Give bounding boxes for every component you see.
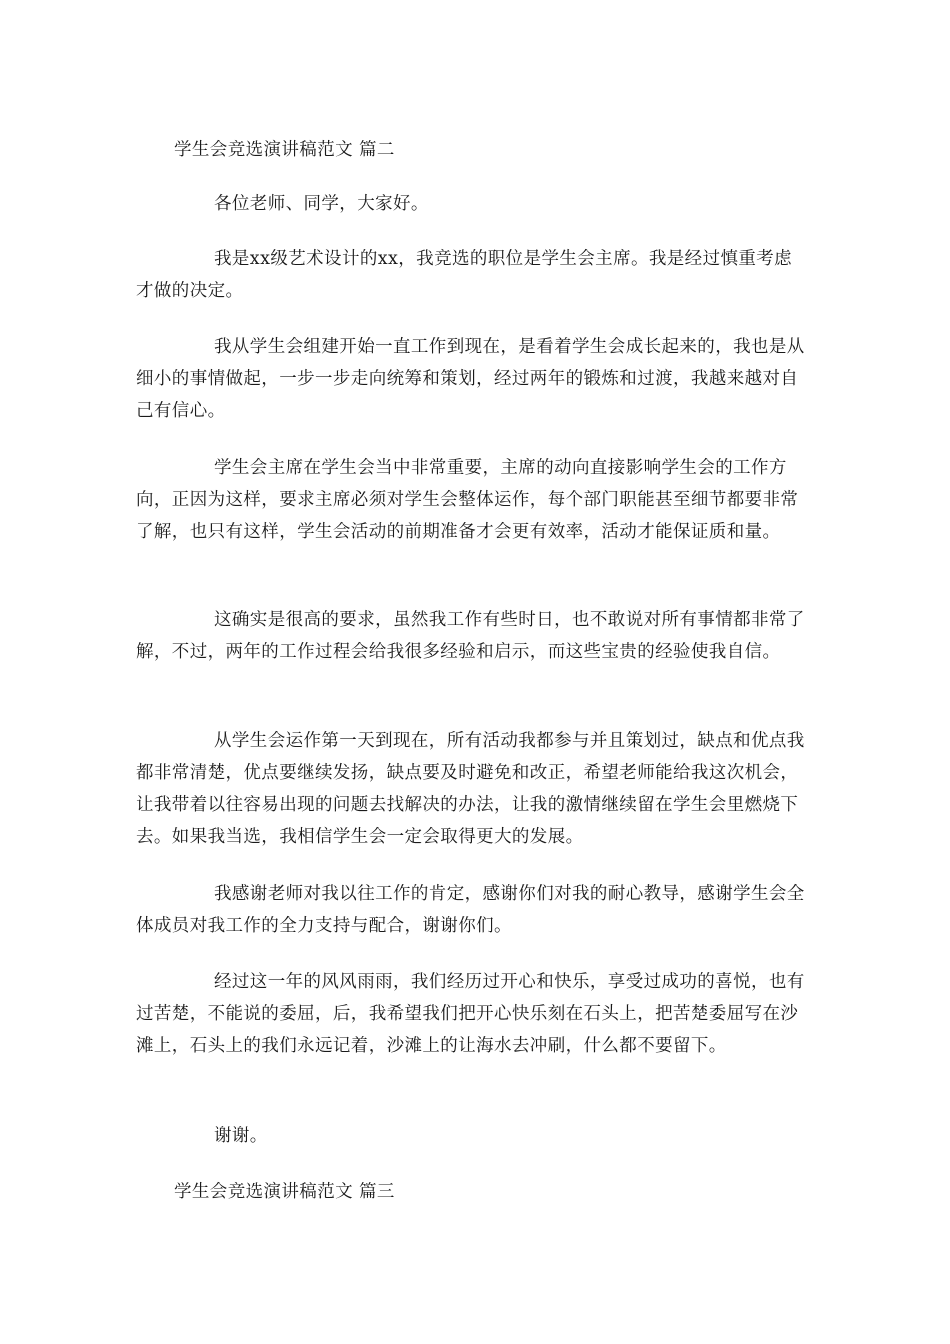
paragraph-introduction: 我是xx级艺术设计的xx，我竞选的职位是学生会主席。我是经过慎重考虑才做的决定。 (136, 249, 793, 301)
paragraph-thanks-teachers: 我感谢老师对我以往工作的肯定，感谢你们对我的耐心教导，感谢学生会全体成员对我工作的全力支持与配合，谢谢你们。 (136, 884, 805, 936)
paragraph-closing: 谢谢。 (214, 1126, 268, 1146)
section-heading: 学生会竞选演讲稿范文 篇二 (174, 140, 395, 160)
paragraph-confidence: 这确实是很高的要求，虽然我工作有些时日，也不敢说对所有事情都非常了解，不过，两年的工作过程会给我很多经验和启示，而这些宝贵的经验使我自信。 (136, 610, 805, 662)
paragraph-greeting: 各位老师、同学，大家好。 (214, 194, 429, 214)
paragraph-role-importance: 学生会主席在学生会当中非常重要，主席的动向直接影响学生会的工作方向，正因为这样，要求主席必须对学生会整体运作，每个部门职能甚至细节都要非常了解，也只有这样，学生会活动的前期准备才会更有效率，活动才能保证质和量。 (136, 458, 799, 542)
paragraph-plans: 从学生会运作第一天到现在，所有活动我都参与并且策划过，缺点和优点我都非常清楚，优点要继续发扬，缺点要及时避免和改正，希望老师能给我这次机会，让我带着以往容易出现的问题去找解决的办法，让我的激情继续留在学生会里燃烧下去。如果我当选，我相信学生会一定会取得更大的发展。 (136, 731, 805, 847)
paragraph-experience: 我从学生会组建开始一直工作到现在，是看着学生会成长起来的，我也是从细小的事情做起，一步一步走向统筹和策划，经过两年的锻炼和过渡，我越来越对自己有信心。 (136, 337, 805, 421)
paragraph-reflection: 经过这一年的风风雨雨，我们经历过开心和快乐，享受过成功的喜悦，也有过苦楚，不能说的委屈，后，我希望我们把开心快乐刻在石头上，把苦楚委屈写在沙滩上，石头上的我们永远记着，沙滩上的让海水去冲刷，什么都不要留下。 (136, 972, 805, 1056)
section-heading: 学生会竞选演讲稿范文 篇三 (174, 1182, 395, 1202)
